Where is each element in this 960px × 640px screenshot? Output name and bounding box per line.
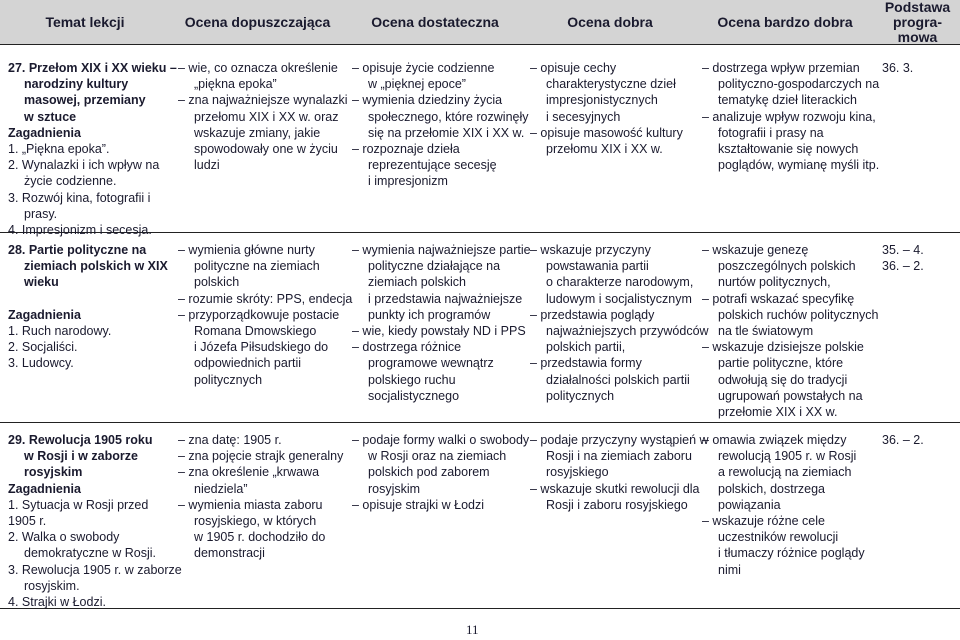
cell-line: uczestników rewolucji	[718, 530, 839, 545]
cell-line: nimi	[718, 562, 741, 577]
cell-line: wskazuje zmiany, jakie	[194, 125, 321, 140]
cell-line: a rewolucją na ziemiach	[718, 465, 852, 480]
cell-line: Rosji i zaboru rosyjskiego	[546, 497, 688, 512]
cell-topic	[8, 60, 177, 238]
cell-line: Zagadnienia	[8, 125, 81, 140]
cell-line: – wymienia miasta zaboru	[178, 497, 323, 512]
cell-line: – rozumie skróty: PPS, endecja	[178, 291, 353, 306]
cell-line: życie codzienne.	[24, 174, 117, 189]
cell-line: – opisuje cechy	[530, 61, 617, 75]
cell-line: powstawania partii	[546, 259, 649, 274]
cell-line: prasy.	[24, 206, 58, 221]
cell-line: – potrafi wskazać specyfikę	[702, 291, 855, 306]
cell-dost	[352, 432, 530, 513]
cell-line: kształtowanie się nowych	[718, 142, 859, 157]
cell-line: reprezentujące secesję	[368, 158, 497, 173]
row-divider	[0, 44, 960, 45]
cell-line: politycznych	[194, 372, 263, 387]
header-grade-satisfactory: Ocena dostateczna	[371, 14, 499, 30]
cell-line: – podaje przyczyny wystąpień w	[530, 433, 709, 447]
cell-line: Zagadnienia	[8, 481, 81, 496]
cell-line: – wymienia główne nurty	[178, 243, 315, 257]
cell-line: rosyjskiego	[546, 465, 609, 480]
cell-line: – wskazuje przyczyny	[530, 243, 651, 257]
cell-dobra	[530, 242, 709, 404]
row-divider	[0, 422, 960, 423]
cell-line: nurtów politycznych,	[718, 275, 831, 290]
header-grade-sufficient: Ocena dopuszczająca	[184, 14, 331, 30]
cell-bdb	[702, 242, 879, 420]
cell-line: polskich, dostrzega	[718, 481, 826, 496]
cell-line: odpowiednich partii	[194, 356, 302, 371]
cell-line: 29. Rewolucja 1905 roku	[8, 433, 153, 447]
cell-dop	[178, 432, 343, 562]
cell-line: „piękna epoka”	[194, 77, 277, 92]
cell-line: niedziela”	[194, 481, 248, 496]
cell-line: ugrupowań powstałych na	[718, 388, 863, 403]
cell-line: spowodowały one w życiu	[194, 142, 338, 157]
cell-line: partie polityczne, które	[718, 356, 844, 371]
cell-line: – przyporządkowuje postacie	[178, 307, 340, 322]
cell-line: poglądów, wymianę myśli itp.	[718, 158, 880, 173]
header-curriculum	[875, 0, 960, 44]
cell-line: rewolucją 1905 r. w Rosji	[718, 449, 857, 464]
cell-line: fotografii i prasy na	[718, 125, 824, 140]
cell-line: w Rosji oraz na ziemiach	[368, 449, 507, 464]
cell-line: 1. Sytuacja w Rosji przed	[8, 497, 149, 512]
cell-line: w 1905 r. dochodziło do	[194, 530, 326, 545]
cell-line: – analizuje wpływ rozwoju kina,	[702, 109, 876, 124]
cell-line: 35. – 4.	[882, 243, 924, 257]
cell-line: – wie, kiedy powstały ND i PPS	[352, 324, 526, 339]
cell-pp	[882, 432, 952, 448]
cell-line: ludowym i socjalistycznym	[546, 291, 692, 306]
cell-line: – zna najważniejsze wynalazki	[178, 93, 348, 108]
cell-line: polityczno-gospodarczych na	[718, 77, 880, 92]
cell-line: ziemiach polskich	[368, 275, 466, 290]
cell-line: ludzi	[194, 158, 220, 173]
cell-line: 36. – 2.	[882, 433, 924, 447]
cell-line: socjalistycznego	[368, 388, 460, 403]
cell-line: – zna datę: 1905 r.	[178, 433, 282, 447]
cell-line: 36. – 2.	[882, 259, 924, 274]
cell-line: – omawia związek między	[702, 433, 847, 447]
cell-line: 2. Socjaliści.	[8, 340, 78, 355]
cell-line: 28. Partie polityczne na	[8, 243, 147, 257]
header-topic: Temat lekcji	[45, 14, 125, 30]
cell-line: się na przełomie XIX i XX w.	[368, 125, 525, 140]
header-grade-good: Ocena dobra	[567, 14, 653, 30]
cell-line: Zagadnienia	[8, 307, 81, 322]
cell-line: ziemiach polskich w XIX	[24, 259, 168, 274]
cell-line: i przedstawia najważniejsze	[368, 291, 523, 306]
cell-line: – zna pojęcie strajk generalny	[178, 449, 344, 464]
cell-line: – dostrzega wpływ przemian	[702, 61, 860, 75]
cell-line: w „pięknej epoce”	[368, 77, 466, 92]
cell-line: powiązania	[718, 497, 781, 512]
cell-line: odwołują się do tradycji	[718, 372, 848, 387]
cell-line: 1905 r.	[8, 514, 47, 529]
cell-line: – opisuje strajki w Łodzi	[352, 497, 485, 512]
cell-line: 3. Rozwój kina, fotografii i	[8, 190, 151, 205]
cell-line: demonstracji	[194, 546, 265, 561]
cell-line: politycznych	[546, 388, 615, 403]
cell-line: – wie, co oznacza określenie	[178, 61, 338, 75]
cell-dobra	[530, 60, 692, 157]
cell-line: – wskazuje skutki rewolucji dla	[530, 481, 700, 496]
cell-line: 36. 3.	[882, 61, 914, 75]
header-curriculum-line1: Podstawa	[884, 0, 951, 15]
cell-line: – przedstawia formy	[530, 356, 642, 371]
cell-line: polityczne działające na	[368, 259, 501, 274]
page-number: 11	[466, 622, 479, 637]
cell-line: na tle światowym	[718, 324, 814, 339]
cell-line: – wskazuje różne cele	[702, 514, 825, 529]
cell-line: narodziny kultury	[24, 77, 129, 92]
cell-line: – dostrzega różnice	[352, 340, 462, 355]
cell-line: – opisuje masowość kultury	[530, 125, 683, 140]
cell-dost	[352, 60, 529, 190]
cell-line: – wymienia najważniejsze partie	[352, 243, 531, 257]
cell-line: punkty ich programów	[368, 307, 491, 322]
cell-line: 4. Impresjonizm i secesja.	[8, 223, 152, 238]
cell-line: społecznego, które rozwinęły	[368, 109, 529, 124]
cell-line: 1. Ruch narodowy.	[8, 324, 112, 339]
cell-line: polskich ruchów politycznych	[718, 307, 879, 322]
cell-line: programowe wewnątrz	[368, 356, 494, 371]
cell-dop	[178, 242, 353, 388]
table-header	[0, 0, 960, 44]
cell-line: polskich pod zaborem	[368, 465, 490, 480]
cell-line: 2. Wynalazki i ich wpływ na	[8, 158, 160, 173]
cell-topic	[8, 432, 182, 610]
cell-line: impresjonistycznych	[546, 93, 658, 108]
cell-line: przełomie XIX i XX w.	[718, 405, 838, 420]
cell-line: rosyjskim	[368, 481, 421, 496]
cell-line: i Józefa Piłsudskiego do	[194, 340, 329, 355]
cell-dobra	[530, 432, 709, 513]
cell-line: poszczególnych polskich	[718, 259, 856, 274]
cell-bdb	[702, 432, 874, 578]
header-curriculum-line3: mowa	[897, 28, 938, 45]
cell-line: – opisuje życie codzienne	[352, 61, 495, 75]
cell-line: polskich partii,	[546, 340, 626, 355]
cell-line: wieku	[24, 275, 59, 290]
cell-line: – przedstawia poglądy	[530, 307, 655, 322]
cell-line: – rozpoznaje dzieła	[352, 142, 460, 157]
header-grade-very-good: Ocena bardzo dobra	[717, 14, 853, 30]
cell-line	[8, 291, 168, 307]
cell-line: i tłumaczy różnice poglądy	[718, 546, 865, 561]
cell-line: 2. Walka o swobody	[8, 530, 120, 545]
cell-topic	[8, 242, 168, 372]
cell-line: demokratyczne w Rosji.	[24, 546, 156, 561]
cell-line: rosyjskim	[24, 465, 83, 480]
cell-line: polskich	[194, 275, 240, 290]
cell-line: o charakterze narodowym,	[546, 275, 694, 290]
cell-line: – wskazuje dzisiejsze polskie	[702, 340, 864, 355]
cell-line: i secesyjnych	[546, 109, 621, 124]
cell-line: polskiego ruchu	[368, 372, 456, 387]
cell-line: 4. Strajki w Łodzi.	[8, 595, 106, 610]
cell-bdb	[702, 60, 880, 173]
cell-line: – zna określenie „krwawa	[178, 465, 320, 480]
cell-line: przełomu XIX i XX w.	[546, 142, 663, 157]
cell-line: w sztuce	[24, 109, 77, 124]
cell-line: najważniejszych przywódców	[546, 324, 709, 339]
cell-pp	[882, 242, 952, 274]
cell-line: Romana Dmowskiego	[194, 324, 317, 339]
cell-pp	[882, 60, 952, 76]
cell-line: Rosji i na ziemiach zaboru	[546, 449, 692, 464]
cell-dop	[178, 60, 348, 173]
cell-line: – wskazuje genezę	[702, 243, 809, 257]
cell-line: masowej, przemiany	[24, 93, 146, 108]
cell-line: charakterystyczne dzieł	[546, 77, 676, 92]
cell-line: rosyjskiego, w których	[194, 514, 317, 529]
cell-line: 27. Przełom XIX i XX wieku –	[8, 61, 177, 75]
cell-line: rosyjskim.	[24, 578, 80, 593]
cell-line: – wymienia dziedziny życia	[352, 93, 503, 108]
cell-line: i impresjonizm	[368, 174, 448, 189]
cell-line: polityczne na ziemiach	[194, 259, 320, 274]
cell-line: 3. Rewolucja 1905 r. w zaborze	[8, 562, 182, 577]
cell-line: 1. „Piękna epoka”.	[8, 142, 110, 157]
cell-line: przełomu XIX i XX w. oraz	[194, 109, 339, 124]
header-curriculum-line2: progra-	[893, 13, 942, 30]
cell-line: w Rosji i w zaborze	[24, 449, 138, 464]
cell-line: działalności polskich partii	[546, 372, 690, 387]
cell-line: – podaje formy walki o swobody	[352, 433, 530, 447]
cell-dost	[352, 242, 531, 404]
cell-line: 3. Ludowcy.	[8, 356, 74, 371]
cell-line: tematykę dzieł literackich	[718, 93, 857, 108]
